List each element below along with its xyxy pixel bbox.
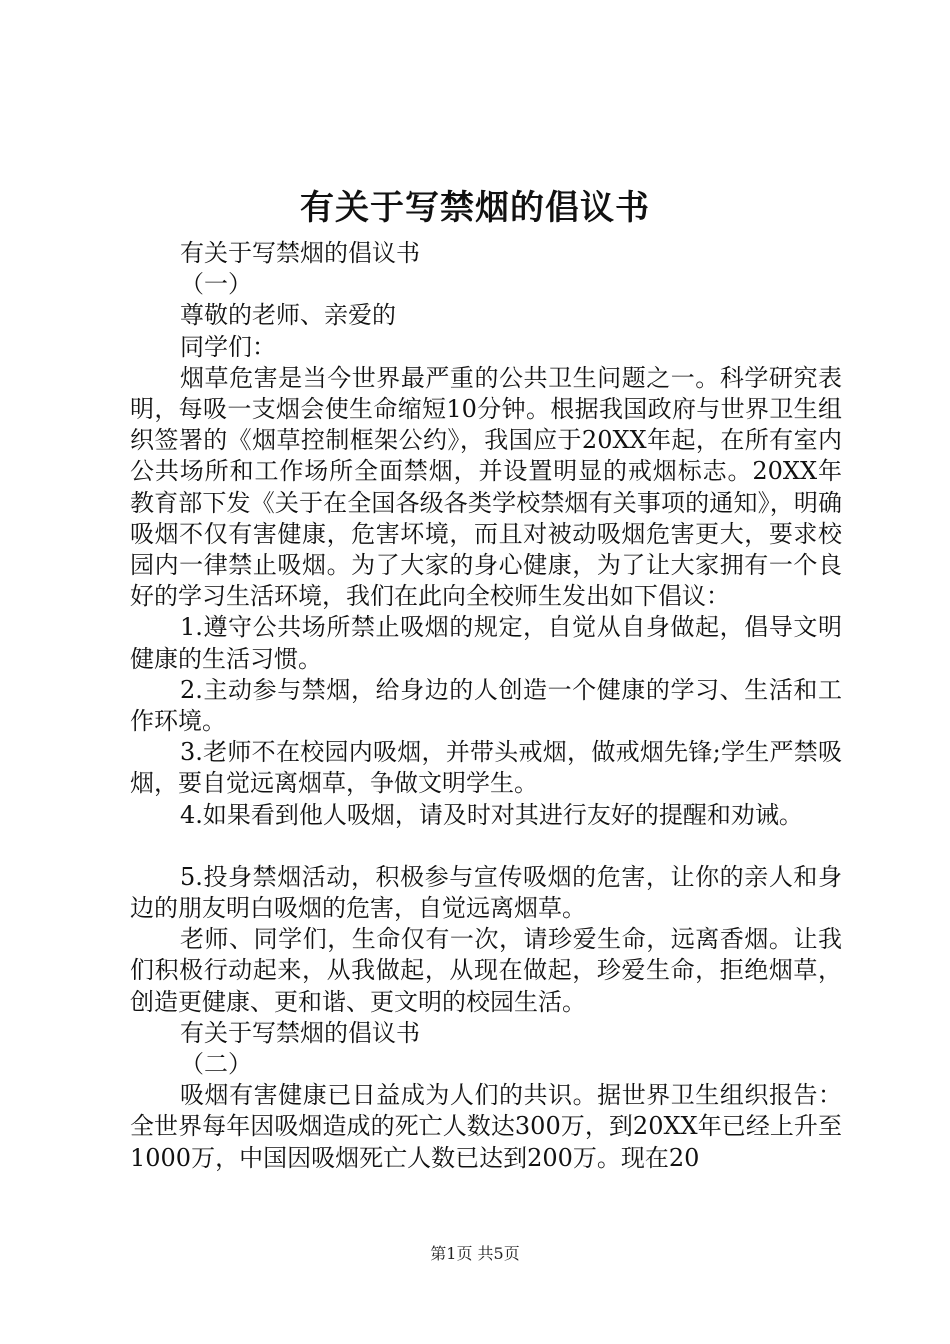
document-body [130, 238, 842, 1174]
salutation-line: 尊敬的老师、亲爱的 [180, 301, 396, 330]
body-paragraph: 烟草危害是当今世界最严重的公共卫生问题之一。科学研究表明，每吸一支烟会使生命缩短10分钟。根据我国政府与世界卫生组织签署的《烟草控制框架公约》，我国应于20XX年起，在所有室内公共场所和工作场所全面禁烟，并设置明显的戒烟标志。20XX年教育部下发《关于在全国各级各类学校禁烟有关事项的通知》，明确吸烟不仅有害健康，危害坏境，而且对被动吸烟危害更大，要求校园内一律禁止吸烟。为了大家的身心健康，为了让大家拥有一个良好的学习生活环境，我们在此向全校师生发出如下倡议： [130, 363, 842, 611]
proposal-item: 4.如果看到他人吸烟，请及时对其进行友好的提醒和劝诫。 [180, 800, 803, 829]
proposal-item: 5.投身禁烟活动，积极参与宣传吸烟的危害，让你的亲人和身边的朋友明白吸烟的危害，自觉远离烟草。 [130, 862, 842, 923]
section-number: （一） [180, 270, 252, 299]
closing-paragraph: 老师、同学们，生命仅有一次，请珍爱生命，远离香烟。让我们积极行动起来，从我做起，从现在做起，珍爱生命，拒绝烟草，创造更健康、更和谐、更文明的校园生活。 [130, 925, 842, 1016]
body-paragraph: 吸烟有害健康已日益成为人们的共识。据世界卫生组织报告：全世界每年因吸烟造成的死亡人数达300万，到20XX年已经上升至1000万，中国因吸烟死亡人数已达到200万。现在20 [130, 1081, 842, 1172]
proposal-item: 2.主动参与禁烟，给身边的人创造一个健康的学习、生活和工作环境。 [130, 675, 842, 736]
section-heading: 有关于写禁烟的倡议书 [180, 1018, 420, 1047]
proposal-item: 1.遵守公共场所禁止吸烟的规定，自觉从自身做起，倡导文明健康的生活习惯。 [130, 613, 842, 673]
document-title: 有关于写禁烟的倡议书 [300, 188, 650, 228]
section-number: （二） [180, 1050, 252, 1079]
proposal-item: 3.老师不在校园内吸烟，并带头戒烟，做戒烟先锋;学生严禁吸烟，要自觉远离烟草，争做文明学生。 [130, 738, 842, 798]
section-heading: 有关于写禁烟的倡议书 [180, 239, 420, 267]
page-indicator: 第1页 共5页 [430, 1244, 520, 1263]
salutation-line: 同学们： [180, 332, 276, 361]
